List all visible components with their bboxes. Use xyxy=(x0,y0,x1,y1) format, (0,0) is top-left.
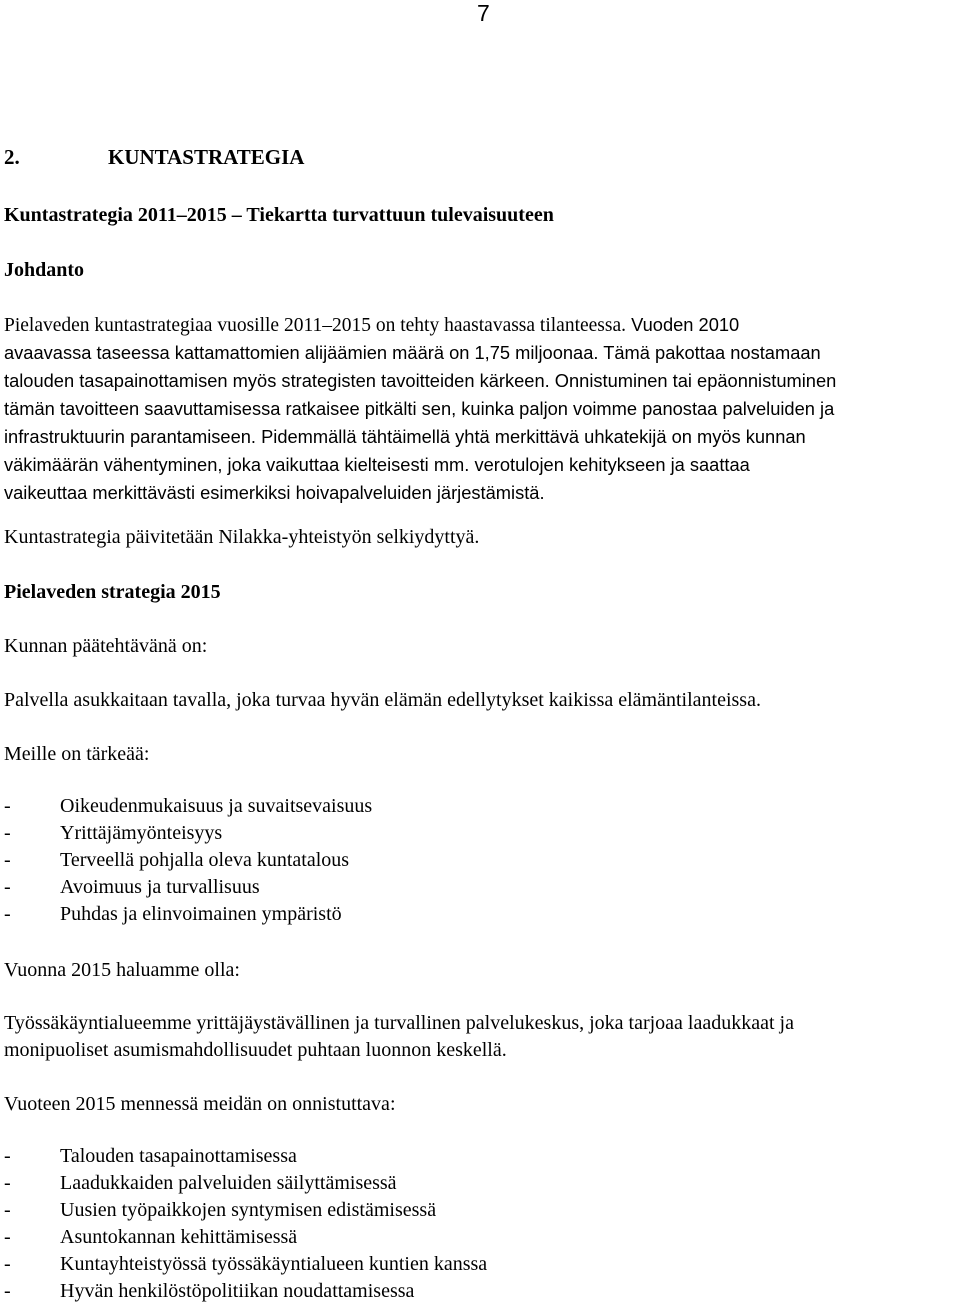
mission-lead: Kunnan päätehtävänä on: xyxy=(4,635,208,657)
vision-line: monipuoliset asumismahdollisuudet puhtaan luonnon keskellä. xyxy=(4,1039,507,1061)
chapter-title: KUNTASTRATEGIA xyxy=(108,145,305,169)
intro-line xyxy=(4,311,959,339)
vision-lead: Vuonna 2015 haluamme olla: xyxy=(4,959,240,981)
list-item xyxy=(4,874,372,901)
list-dash: - xyxy=(4,1280,11,1302)
intro-line xyxy=(4,451,959,479)
list-item-text: Asuntokannan kehittämisessä xyxy=(60,1226,298,1248)
list-item-text: Yrittäjämyönteisyys xyxy=(60,822,223,844)
goals-lead: Vuoteen 2015 mennessä meidän on onnistuttava: xyxy=(4,1093,396,1115)
list-item-text: Hyvän henkilöstöpolitiikan noudattamisessa xyxy=(60,1280,415,1302)
goals-list xyxy=(4,1143,487,1305)
list-item-text: Kuntayhteistyössä työssäkäyntialueen kuntien kanssa xyxy=(60,1253,488,1275)
list-item xyxy=(4,793,372,820)
intro-line xyxy=(4,395,959,423)
vision-line: Työssäkäyntialueemme yrittäjäystävällinen ja turvallinen palvelukeskus, joka tarjoaa laadukkaat ja xyxy=(4,1012,794,1034)
list-item xyxy=(4,1143,487,1170)
values-lead: Meille on tärkeää: xyxy=(4,743,150,765)
intro-heading: Johdanto xyxy=(4,259,85,281)
list-item xyxy=(4,901,372,928)
intro-line-sans: talouden tasapainottamisen myös strategisten tavoitteiden kärkeen. Onnistuminen tai epäonnistuminen xyxy=(4,370,837,391)
list-item-text: Talouden tasapainottamisessa xyxy=(60,1145,297,1167)
list-item xyxy=(4,847,372,874)
list-item-text: Uusien työpaikkojen syntymisen edistämisessä xyxy=(60,1199,437,1221)
list-dash: - xyxy=(4,1145,11,1167)
list-dash: - xyxy=(4,1172,11,1194)
list-item-text: Terveellä pohjalla oleva kuntatalous xyxy=(60,849,350,871)
mission-statement: Palvella asukkaitaan tavalla, joka turvaa hyvän elämän edellytykset kaikissa elämäntilanteissa. xyxy=(4,689,761,711)
list-dash: - xyxy=(4,822,11,844)
intro-line-sans: väkimäärän vähentyminen, joka vaikuttaa kielteisesti mm. verotulojen kehitykseen ja saattaa xyxy=(4,454,750,475)
vision-statement xyxy=(4,1010,959,1064)
list-dash: - xyxy=(4,876,11,898)
strategy-heading: Pielaveden strategia 2015 xyxy=(4,581,221,603)
list-item-text: Laadukkaiden palveluiden säilyttämisessä xyxy=(60,1172,397,1194)
update-note: Kuntastrategia päivitetään Nilakka-yhteistyön selkiydyttyä. xyxy=(4,526,480,548)
intro-line-sans: avaavassa taseessa kattamattomien alijäämien määrä on 1,75 miljoonaa. Tämä pakottaa nostamaan xyxy=(4,342,821,363)
intro-paragraph xyxy=(4,311,959,507)
chapter-heading xyxy=(4,143,304,171)
intro-line-sans: infrastruktuurin parantamiseen. Pidemmällä tähtäimellä yhtä merkittävä uhkatekijä on myös kunnan xyxy=(4,426,806,447)
intro-line xyxy=(4,479,959,507)
list-dash: - xyxy=(4,795,11,817)
intro-line xyxy=(4,367,959,395)
page-number: 7 xyxy=(477,0,490,26)
list-dash: - xyxy=(4,1226,11,1248)
values-list xyxy=(4,793,372,928)
list-dash: - xyxy=(4,903,11,925)
intro-line-serif: Pielaveden kuntastrategiaa vuosille 2011–2015 on tehty haastavassa tilanteessa. xyxy=(4,315,627,336)
list-item-text: Oikeudenmukaisuus ja suvaitsevaisuus xyxy=(60,795,373,817)
intro-line-sans: vaikeuttaa merkittävästi esimerkiksi hoivapalveluiden järjestämistä. xyxy=(4,482,545,503)
intro-line xyxy=(4,423,959,451)
intro-line-sans: Vuoden 2010 xyxy=(626,314,740,335)
list-dash: - xyxy=(4,1199,11,1221)
chapter-number: 2. xyxy=(4,145,20,169)
list-item xyxy=(4,1251,487,1278)
list-item xyxy=(4,1197,487,1224)
list-item xyxy=(4,1224,487,1251)
list-item-text: Avoimuus ja turvallisuus xyxy=(60,876,260,898)
list-dash: - xyxy=(4,1253,11,1275)
list-item xyxy=(4,1278,487,1305)
list-dash: - xyxy=(4,849,11,871)
list-item xyxy=(4,1170,487,1197)
document-subtitle: Kuntastrategia 2011–2015 – Tiekartta turvattuun tulevaisuuteen xyxy=(4,204,554,226)
list-item-text: Puhdas ja elinvoimainen ympäristö xyxy=(60,903,342,925)
intro-line-sans: tämän tavoitteen saavuttamisessa ratkaisee pitkälti sen, kuinka paljon voimme panostaa palveluiden ja xyxy=(4,398,835,419)
intro-line xyxy=(4,339,959,367)
list-item xyxy=(4,820,372,847)
